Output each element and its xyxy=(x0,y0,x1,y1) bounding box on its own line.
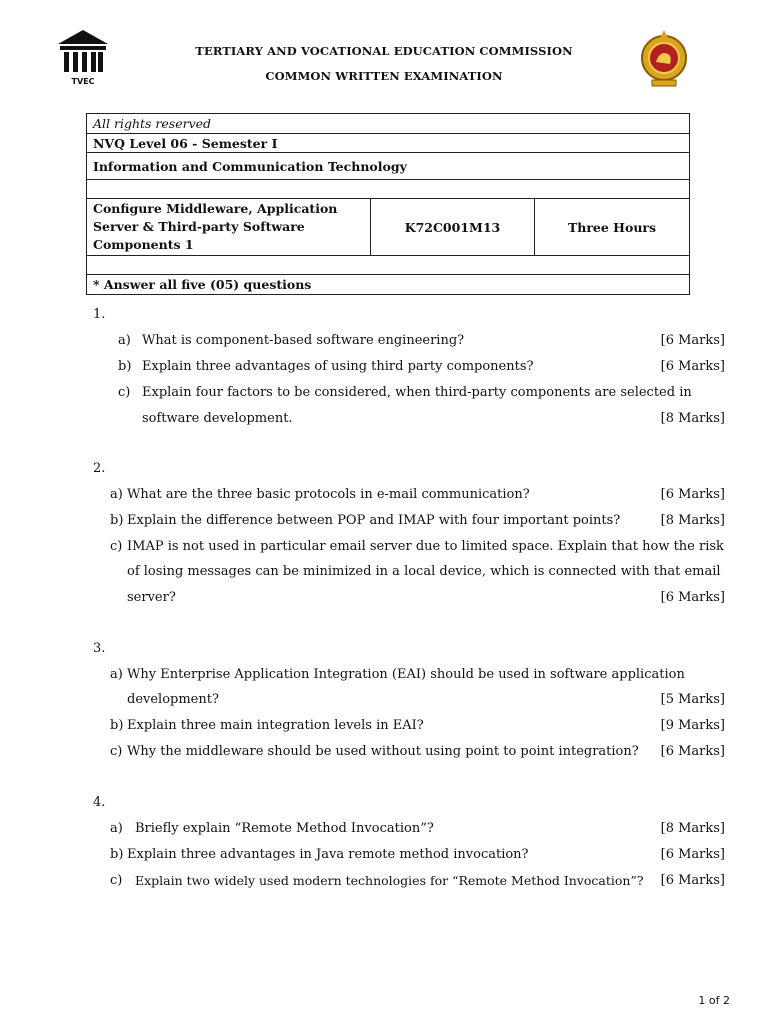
part-label: b) xyxy=(110,513,124,528)
question-text: Explain three advantages in Java remote method invocation? xyxy=(127,847,529,862)
question-text: Explain the difference between POP and IMAP with four important points? xyxy=(127,513,621,528)
question-text: Explain two widely used modern technologies for “Remote Method Invocation”? xyxy=(135,873,644,888)
part-label: c) xyxy=(110,539,123,554)
blank-row xyxy=(87,180,690,199)
part-label: a) xyxy=(110,821,123,836)
exam-duration: Three Hours xyxy=(535,199,690,256)
module-line: Configure Middleware, Application xyxy=(93,201,338,216)
part-label: b) xyxy=(110,847,124,862)
part-label: a) xyxy=(118,333,131,348)
marks-label: [5 Marks] xyxy=(660,692,725,707)
module-line: Components 1 xyxy=(93,237,194,252)
marks-label: [8 Marks] xyxy=(660,411,725,426)
question-text: of losing messages can be minimized in a local device, which is connected with that email xyxy=(127,564,721,579)
program-cell: Information and Communication Technology xyxy=(87,153,690,180)
marks-label: [6 Marks] xyxy=(660,333,725,348)
part-label: c) xyxy=(110,744,123,759)
instruction-cell: * Answer all five (05) questions xyxy=(87,275,690,295)
question-number: 4. xyxy=(93,795,106,810)
module-line: Server & Third-party Software xyxy=(93,219,305,234)
question-text: software development. xyxy=(142,411,293,426)
marks-label: [6 Marks] xyxy=(660,873,725,888)
marks-label: [9 Marks] xyxy=(660,718,725,733)
question-text: IMAP is not used in particular email server due to limited space. Explain that how the risk xyxy=(127,539,724,554)
exam-info-table xyxy=(86,113,690,295)
part-label: a) xyxy=(110,667,123,682)
module-cell xyxy=(87,199,371,256)
marks-label: [8 Marks] xyxy=(660,821,725,836)
part-label: a) xyxy=(110,487,123,502)
part-label: c) xyxy=(110,873,123,888)
module-code: K72C001M13 xyxy=(371,199,535,256)
question-text: development? xyxy=(127,692,219,707)
question-text: Explain four factors to be considered, when third-party components are selected in xyxy=(142,385,692,400)
question-text: Explain three main integration levels in EAI? xyxy=(127,718,424,733)
page-number: 1 of 2 xyxy=(698,994,730,1007)
question-number: 2. xyxy=(93,461,106,476)
level-cell: NVQ Level 06 - Semester I xyxy=(87,134,690,153)
question-text: Explain three advantages of using third party components? xyxy=(142,359,534,374)
part-label: b) xyxy=(118,359,132,374)
national-emblem xyxy=(638,28,690,90)
rights-cell: All rights reserved xyxy=(87,114,690,134)
part-label: c) xyxy=(118,385,131,400)
question-number: 3. xyxy=(93,641,106,656)
question-text: Why the middleware should be used without using point to point integration? xyxy=(127,744,639,759)
question-text: What are the three basic protocols in e-mail communication? xyxy=(127,487,530,502)
question-number: 1. xyxy=(93,307,106,322)
org-title: TERTIARY AND VOCATIONAL EDUCATION COMMISSION xyxy=(195,44,573,58)
exam-title: COMMON WRITTEN EXAMINATION xyxy=(265,69,503,83)
marks-label: [6 Marks] xyxy=(660,359,725,374)
logo-text: TVEC xyxy=(71,77,95,86)
part-label: b) xyxy=(110,718,124,733)
blank-row xyxy=(87,256,690,275)
question-text: server? xyxy=(127,590,176,605)
question-text: What is component-based software engineering? xyxy=(142,333,465,348)
question-text: Briefly explain “Remote Method Invocation”? xyxy=(135,821,434,836)
marks-label: [8 Marks] xyxy=(660,513,725,528)
marks-label: [6 Marks] xyxy=(660,744,725,759)
marks-label: [6 Marks] xyxy=(660,847,725,862)
question-text: Why Enterprise Application Integration (EAI) should be used in software application xyxy=(127,667,685,682)
marks-label: [6 Marks] xyxy=(660,590,725,605)
marks-label: [6 Marks] xyxy=(660,487,725,502)
